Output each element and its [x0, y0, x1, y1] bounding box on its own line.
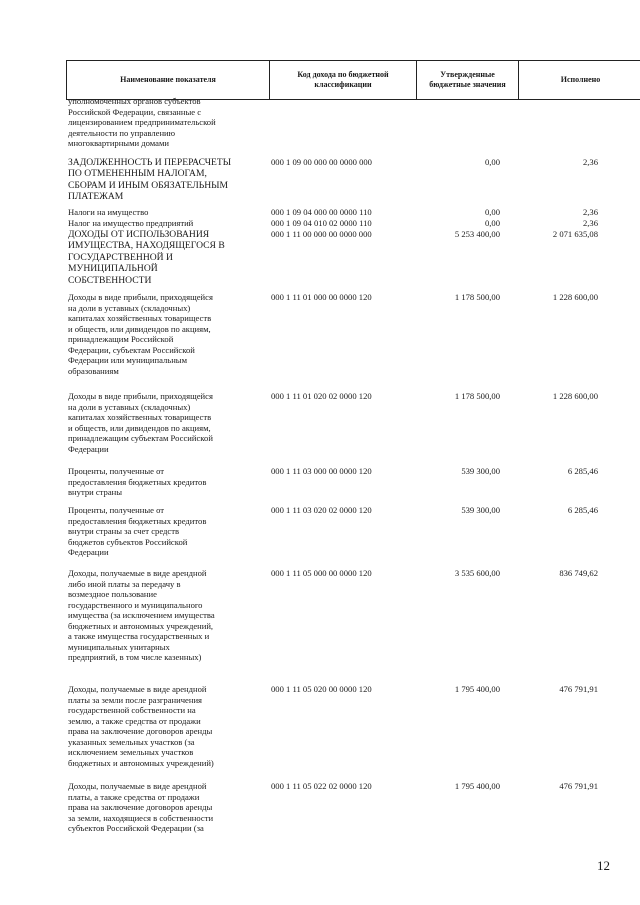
- row-name-line: Доходы в виде прибыли, приходящейся: [68, 292, 213, 302]
- row-name-line: лицензированием предпринимательской: [68, 117, 216, 127]
- row-executed: 1 228 600,00: [552, 391, 598, 401]
- row-name-line: ПО ОТМЕНЕННЫМ НАЛОГАМ,: [68, 168, 207, 180]
- row-name-line: СОБСТВЕННОСТИ: [68, 274, 152, 286]
- row-name: [68, 684, 264, 768]
- row-approved: 5 253 400,00: [454, 229, 500, 239]
- row-name-line: деятельности по управлению: [68, 127, 176, 138]
- row-executed: 2,36: [582, 157, 598, 167]
- row-name-line: Федерации: [68, 547, 109, 557]
- row-approved: 1 178 500,00: [454, 292, 500, 302]
- row-name-line: за земли, находящиеся в собственности: [68, 812, 214, 823]
- row-name-line: Доходы в виде прибыли, приходящейся: [68, 391, 213, 401]
- row-name: [68, 292, 264, 376]
- row-name: [68, 157, 264, 203]
- row-name-line: ЗАДОЛЖЕННОСТЬ И ПЕРЕРАСЧЕТЫ: [68, 157, 232, 168]
- row-name: [68, 466, 264, 498]
- row-name-line: права на заключение договоров аренды: [68, 802, 213, 812]
- header-executed: Исполнено: [519, 61, 640, 100]
- row-code: 000 1 09 04 010 02 0000 110: [271, 218, 372, 228]
- row-name-line: исключением земельных участков: [68, 747, 194, 757]
- row-code: 000 1 11 05 020 00 0000 120: [271, 684, 372, 694]
- row-name-line: МУНИЦИПАЛЬНОЙ: [68, 263, 158, 275]
- row-name-line: Налог на имущество предприятий: [68, 218, 194, 228]
- row-name: [68, 391, 264, 454]
- row-name-line: на доли в уставных (складочных): [68, 401, 191, 412]
- row-name-line: возмездное пользование: [68, 589, 157, 599]
- row-name-line: СБОРАМ И ИНЫМ ОБЯЗАТЕЛЬНЫМ: [68, 179, 229, 191]
- row-name-line: государственного и муниципального: [68, 599, 203, 610]
- row-executed: 6 285,46: [567, 466, 598, 476]
- row-name-line: бюджетных и автономных учреждений): [68, 757, 214, 768]
- row-name-line: права на заключение договоров аренды: [68, 726, 213, 736]
- row-name: [68, 96, 264, 149]
- row-name-line: Доходы, получаемые в виде арендной: [68, 781, 207, 791]
- row-name-line: предприятий, в том числе казенных): [68, 652, 202, 662]
- row-approved: 0,00: [484, 207, 500, 217]
- row-name: [68, 218, 264, 229]
- row-name-line: предоставления бюджетных кредитов: [68, 476, 207, 487]
- row-executed: 1 228 600,00: [552, 292, 598, 302]
- row-name-line: и обществ, или дивидендов по акциям,: [68, 323, 211, 334]
- row-code: 000 1 11 01 000 00 0000 120: [271, 292, 372, 302]
- row-name-line: внутри страны: [68, 487, 123, 497]
- row-name-line: ИМУЩЕСТВА, НАХОДЯЩЕГОСЯ В: [68, 240, 225, 252]
- row-name-line: многоквартирными домами: [68, 138, 170, 148]
- row-code: 000 1 11 05 022 02 0000 120: [271, 781, 372, 791]
- row-name-line: Доходы, получаемые в виде арендной: [68, 568, 207, 578]
- row-name-line: ГОСУДАРСТВЕННОЙ И: [68, 251, 173, 263]
- row-code: 000 1 11 03 000 00 0000 120: [271, 466, 372, 476]
- row-approved: 539 300,00: [461, 505, 500, 515]
- row-name-line: Российской Федерации, связанные с: [68, 106, 202, 117]
- row-name-line: землю, а также средства от продажи: [68, 715, 201, 726]
- row-code: 000 1 09 04 000 00 0000 110: [271, 207, 372, 217]
- row-name-line: принадлежащим Российской: [68, 334, 174, 344]
- row-name-line: имущества (за исключением имущества: [68, 610, 215, 620]
- header-name: Наименование показателя: [67, 61, 270, 100]
- row-executed: 2 071 635,08: [552, 229, 598, 239]
- row-name: [68, 781, 264, 834]
- row-executed: 6 285,46: [567, 505, 598, 515]
- row-name-line: бюджетов субъектов Российской: [68, 536, 188, 547]
- row-name-line: на доли в уставных (складочных): [68, 302, 191, 313]
- row-name-line: указанных земельных участков (за: [68, 736, 195, 747]
- row-approved: 3 535 600,00: [454, 568, 500, 578]
- row-approved: 0,00: [484, 218, 500, 228]
- page-number: 12: [597, 858, 610, 873]
- row-approved: 1 795 400,00: [454, 781, 500, 791]
- row-code: 000 1 11 03 020 02 0000 120: [271, 505, 372, 515]
- row-name-line: Проценты, полученные от: [68, 466, 165, 476]
- row-name-line: предоставления бюджетных кредитов: [68, 515, 207, 526]
- row-approved: 1 795 400,00: [454, 684, 500, 694]
- row-name-line: капиталах хозяйственных товариществ: [68, 313, 212, 323]
- row-name-line: ПЛАТЕЖАМ: [68, 191, 124, 203]
- row-executed: 2,36: [582, 218, 598, 228]
- row-executed: 476 791,91: [559, 781, 598, 791]
- row-name-line: принадлежащим субъектам Российской: [68, 433, 213, 443]
- row-name-line: и обществ, или дивидендов по акциям,: [68, 422, 211, 433]
- row-name: [68, 229, 264, 286]
- row-approved: 1 178 500,00: [454, 391, 500, 401]
- row-name-line: Налоги на имущество: [68, 207, 149, 217]
- row-name: [68, 568, 264, 663]
- row-code: 000 1 09 00 000 00 0000 000: [271, 157, 372, 167]
- row-name-line: внутри страны за счет средств: [68, 526, 180, 536]
- row-code: 000 1 11 01 020 02 0000 120: [271, 391, 372, 401]
- row-name-line: Федерации или муниципальным: [68, 355, 188, 365]
- row-approved: 539 300,00: [461, 466, 500, 476]
- row-name-line: бюджетных и автономных учреждений,: [68, 620, 214, 631]
- row-code: 000 1 11 00 000 00 0000 000: [271, 229, 372, 239]
- row-name-line: Федерации, субъектам Российской: [68, 344, 195, 355]
- row-name-line: платы за земли после разграничения: [68, 694, 203, 705]
- row-approved: 0,00: [484, 157, 500, 167]
- row-name-line: либо иной платы за передачу в: [68, 578, 181, 589]
- row-executed: 476 791,91: [559, 684, 598, 694]
- row-name-line: а также имущества государственных и: [68, 631, 210, 641]
- row-name-line: ДОХОДЫ ОТ ИСПОЛЬЗОВАНИЯ: [68, 229, 210, 240]
- row-name-line: Доходы, получаемые в виде арендной: [68, 684, 207, 694]
- row-name-line: образованиям: [68, 365, 119, 376]
- row-name: [68, 505, 264, 558]
- row-name-line: платы, а также средства от продажи: [68, 791, 200, 802]
- row-executed: 836 749,62: [559, 568, 598, 578]
- row-name-line: Федерации: [68, 443, 109, 454]
- row-executed: 2,36: [582, 207, 598, 217]
- row-name: [68, 207, 264, 218]
- row-name-line: Проценты, полученные от: [68, 505, 165, 515]
- row-code: 000 1 11 05 000 00 0000 120: [271, 568, 372, 578]
- row-name-line: субъектов Российской Федерации (за: [68, 823, 204, 833]
- row-name-line: муниципальных унитарных: [68, 641, 170, 652]
- row-name-line: уполномоченных органов субъектов: [68, 96, 201, 106]
- header-approved: Утвержденные бюджетные значения: [417, 61, 519, 100]
- row-name-line: капиталах хозяйственных товариществ: [68, 412, 212, 422]
- header-code: Код дохода по бюджетной классификации: [270, 61, 417, 100]
- row-name-line: государственной собственности на: [68, 705, 196, 715]
